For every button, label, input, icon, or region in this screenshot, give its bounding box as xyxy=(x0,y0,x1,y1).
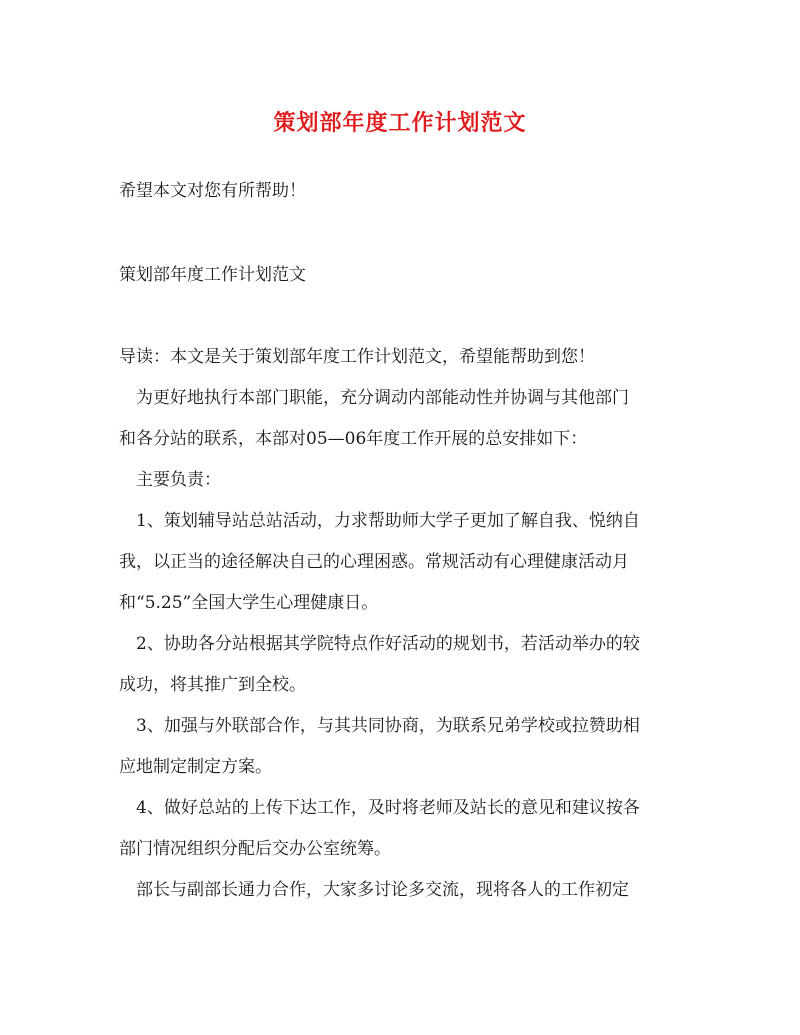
intro-line: 希望本文对您有所帮助！ xyxy=(119,181,306,201)
paragraph-line: 为更好地执行本部门职能，充分调动内部能动性并协调与其他部门 xyxy=(136,388,629,408)
document-title: 策划部年度工作计划范文 xyxy=(273,110,527,136)
list-item-line: 3、加强与外联部合作，与其共同协商，为联系兄弟学校或拉赞助相 xyxy=(136,716,640,736)
section-heading: 主要负责： xyxy=(136,470,221,490)
list-item-line: 部门情况组织分配后交办公室统筹。 xyxy=(119,839,391,859)
list-item-line: 我，以正当的途径解决自己的心理困惑。常规活动有心理健康活动月 xyxy=(119,552,629,572)
list-item-line: 和“5.25”全国大学生心理健康日。 xyxy=(119,593,379,613)
list-item-line: 2、协助各分站根据其学院特点作好活动的规划书，若活动举办的较 xyxy=(136,634,640,654)
list-item-line: 1、策划辅导站总站活动，力求帮助师大学子更加了解自我、悦纳自 xyxy=(136,511,640,531)
paragraph-line: 和各分站的联系，本部对05—06年度工作开展的总安排如下： xyxy=(119,429,588,449)
subtitle-line: 策划部年度工作计划范文 xyxy=(119,265,306,285)
guide-line: 导读：本文是关于策划部年度工作计划范文，希望能帮助到您！ xyxy=(119,347,595,367)
list-item-line: 应地制定制定方案。 xyxy=(119,757,272,777)
list-item-line: 成功，将其推广到全校。 xyxy=(119,675,306,695)
list-item-line: 4、做好总站的上传下达工作，及时将老师及站长的意见和建议按各 xyxy=(136,798,640,818)
paragraph-line: 部长与副部长通力合作，大家多讨论多交流，现将各人的工作初定 xyxy=(136,880,629,900)
